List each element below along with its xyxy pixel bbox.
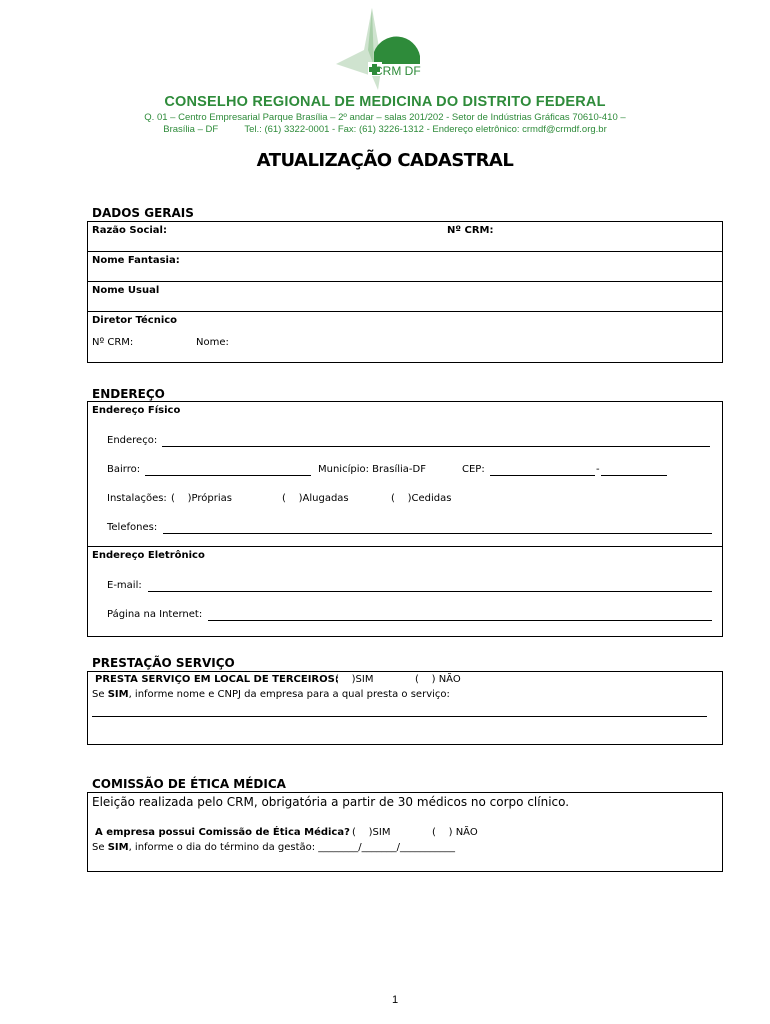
comissao-question: A empresa possui Comissão de Ética Médica? [95,827,350,838]
diretor-tecnico-row[interactable] [88,312,722,362]
cep-field-2[interactable] [601,475,667,476]
pagina-label: Página na Internet: [107,609,203,620]
comissao-sim-option[interactable]: ( )SIM [352,827,391,838]
presta-servico-question: PRESTA SERVIÇO EM LOCAL DE TERCEIROS: [95,674,339,685]
instr-bold: SIM [107,689,129,700]
bairro-field[interactable] [145,475,311,476]
option-proprias[interactable]: ( )Próprias [171,493,232,504]
address-line-1: Q. 01 – Centro Empresarial Parque Brasília – 2º andar – salas 201/202 - Setor de Indústrias Gráficas 70610-410 – [144,112,626,123]
dados-gerais-heading: DADOS GERAIS [92,206,194,220]
n-crm-label: Nº CRM: [447,225,494,236]
diretor-crm-label: Nº CRM: [92,337,134,348]
prestacao-box [87,671,723,745]
page-title: ATUALIZAÇÃO CADASTRAL [256,150,514,171]
org-name: CONSELHO REGIONAL DE MEDICINA DO DISTRITO FEDERAL [164,94,606,110]
page-number: 1 [391,994,399,1006]
municipio-label: Município: Brasília-DF [318,464,426,475]
nome-usual-label: Nome Usual [92,285,160,296]
presta-empresa-field[interactable] [92,716,707,717]
comissao-heading: COMISSÃO DE ÉTICA MÉDICA [92,777,286,791]
dados-gerais-box [87,221,723,363]
option-cedidas[interactable]: ( )Cedidas [391,493,452,504]
option-alugadas[interactable]: ( )Alugadas [282,493,349,504]
instr-bold: SIM [107,842,129,853]
nome-usual-row[interactable] [88,282,722,312]
endereco-heading: ENDEREÇO [92,387,165,401]
telefones-label: Telefones: [107,522,158,533]
endereco-eletronico-label: Endereço Eletrônico [92,550,205,561]
presta-instruction [92,689,450,700]
instalacoes-label: Instalações: [107,493,167,504]
pagina-field[interactable] [208,620,712,621]
prestacao-heading: PRESTAÇÃO SERVIÇO [92,656,235,670]
instr-rest: , informe nome e CNPJ da empresa para a qual presta o serviço: [128,689,450,700]
cep-label: CEP: [462,464,485,475]
presta-sim-option[interactable]: ( )SIM [335,674,374,685]
diretor-tecnico-label: Diretor Técnico [92,315,178,326]
comissao-note: Eleição realizada pelo CRM, obrigatória a partir de 30 médicos no corpo clínico. [92,795,570,809]
endereco-eletronico-section [88,547,722,636]
nome-fantasia-row[interactable] [88,252,722,282]
instr-rest: , informe o dia do término da gestão: ________/_______/___________ [128,842,456,853]
comissao-instruction[interactable] [92,842,455,853]
crm-logo-icon [334,6,424,92]
razao-social-row[interactable] [88,222,722,252]
endereco-fisico-section [88,402,722,547]
crm-df-logo [334,6,424,92]
endereco-fisico-label: Endereço Físico [92,405,181,416]
telefones-field[interactable] [163,533,712,534]
endereco-label: Endereço: [107,435,158,446]
email-label: E-mail: [107,580,142,591]
address-line-2: Brasília – DF Tel.: (61) 3322-0001 - Fax: (61) 3226-1312 - Endereço eletrônico: crmdf@crmdf.org.br [163,124,607,135]
bairro-label: Bairro: [107,464,141,475]
comissao-box [87,792,723,872]
logo-text: CRM DF [374,64,421,78]
cep-dash: - [596,464,600,475]
diretor-nome-label: Nome: [196,337,229,348]
nome-fantasia-label: Nome Fantasia: [92,255,180,266]
cep-field-1[interactable] [490,475,595,476]
presta-nao-option[interactable]: ( ) NÃO [415,674,461,685]
endereco-field[interactable] [162,446,710,447]
comissao-nao-option[interactable]: ( ) NÃO [432,827,478,838]
instr-prefix: Se [92,842,108,853]
email-field[interactable] [148,591,712,592]
endereco-box [87,401,723,637]
razao-social-label: Razão Social: [92,225,167,236]
instr-prefix: Se [92,689,108,700]
